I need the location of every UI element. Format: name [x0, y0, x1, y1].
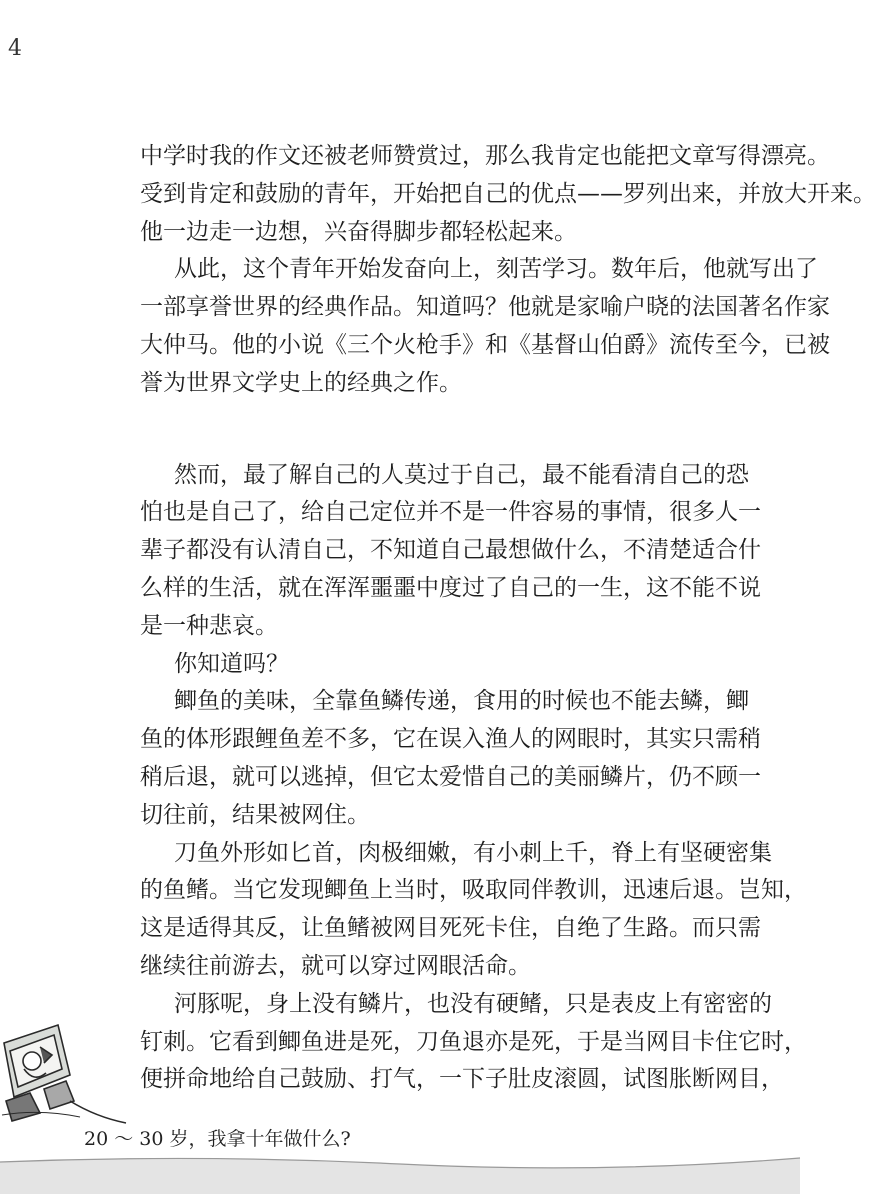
text-line: 然而，最了解自己的人莫过于自己，最不能看清自己的恐: [174, 461, 749, 488]
text-line: 切往前，结果被网住。: [140, 801, 370, 828]
text-line: 河豚呢，身上没有鳞片，也没有硬鳍，只是表皮上有密密的: [174, 990, 772, 1017]
text-line: 你知道吗？: [174, 650, 289, 677]
text-line: 怕也是自己了，给自己定位并不是一件容易的事情，很多人一: [140, 499, 761, 526]
paragraph-4: [140, 646, 720, 684]
text-line: 他一边走一边想，兴奋得脚步都轻松起来。: [140, 218, 577, 245]
paragraph-2: [140, 251, 830, 402]
text-line: 鱼的体形跟鲤鱼差不多，它在误入渔人的网眼时，其实只需稍: [140, 726, 761, 753]
text-line: 大仲马。他的小说《三个火枪手》和《基督山伯爵》流传至今，已被: [140, 331, 830, 358]
text-line: 稍后退，就可以逃掉，但它太爱惜自己的美丽鳞片，仍不顾一: [140, 763, 761, 790]
text-line: 刀鱼外形如匕首，肉极细嫩，有小刺上千，脊上有坚硬密集: [174, 839, 772, 866]
page-number: 4: [8, 36, 22, 61]
text-line: 从此，这个青年开始发奋向上，刻苦学习。数年后，他就写出了: [174, 256, 818, 283]
text-line: 誉为世界文学史上的经典之作。: [140, 369, 462, 396]
corner-illustration: [0, 1005, 130, 1125]
footer-decoration: [0, 1150, 800, 1194]
paragraph-5: [140, 683, 761, 834]
text-line: 是一种悲哀。: [140, 612, 278, 639]
text-line: 这是适得其反，让鱼鳍被网目死死卡住，自绝了生路。而只需: [140, 915, 761, 942]
text-line: 一部享誉世界的经典作品。知道吗？他就是家喻户晓的法国著名作家: [140, 294, 830, 321]
book-title-footer: 20 ～ 30 岁，我拿十年做什么?: [84, 1128, 351, 1150]
text-line: 的鱼鳍。当它发现鲫鱼上当时，吸取同伴教训，迅速后退。岂知，: [140, 877, 807, 904]
section-break: [140, 403, 720, 457]
paragraph-6: [140, 835, 807, 986]
body-text: [140, 138, 876, 1099]
paragraph-3: [140, 457, 761, 646]
text-line: 受到肯定和鼓励的青年，开始把自己的优点——罗列出来，并放大开来。: [140, 180, 876, 207]
paragraph-1: [140, 138, 876, 251]
text-line: 中学时我的作文还被老师赞赏过，那么我肯定也能把文章写得漂亮。: [140, 143, 830, 169]
text-line: 便拼命地给自己鼓励、打气，一下子肚皮滚圆，试图胀断网目，: [140, 1066, 784, 1093]
text-line: 继续往前游去，就可以穿过网眼活命。: [140, 952, 531, 979]
text-line: 么样的生活，就在浑浑噩噩中度过了自己的一生，这不能不说: [140, 574, 761, 601]
text-line: 钉刺。它看到鲫鱼进是死，刀鱼退亦是死，于是当网目卡住它时，: [140, 1028, 807, 1055]
text-line: 辈子都没有认清自己，不知道自己最想做什么，不清楚适合什: [140, 537, 761, 564]
text-line: 鲫鱼的美味，全靠鱼鳞传递，食用的时候也不能去鳞，鲫: [174, 688, 749, 715]
paragraph-7: [140, 986, 807, 1099]
